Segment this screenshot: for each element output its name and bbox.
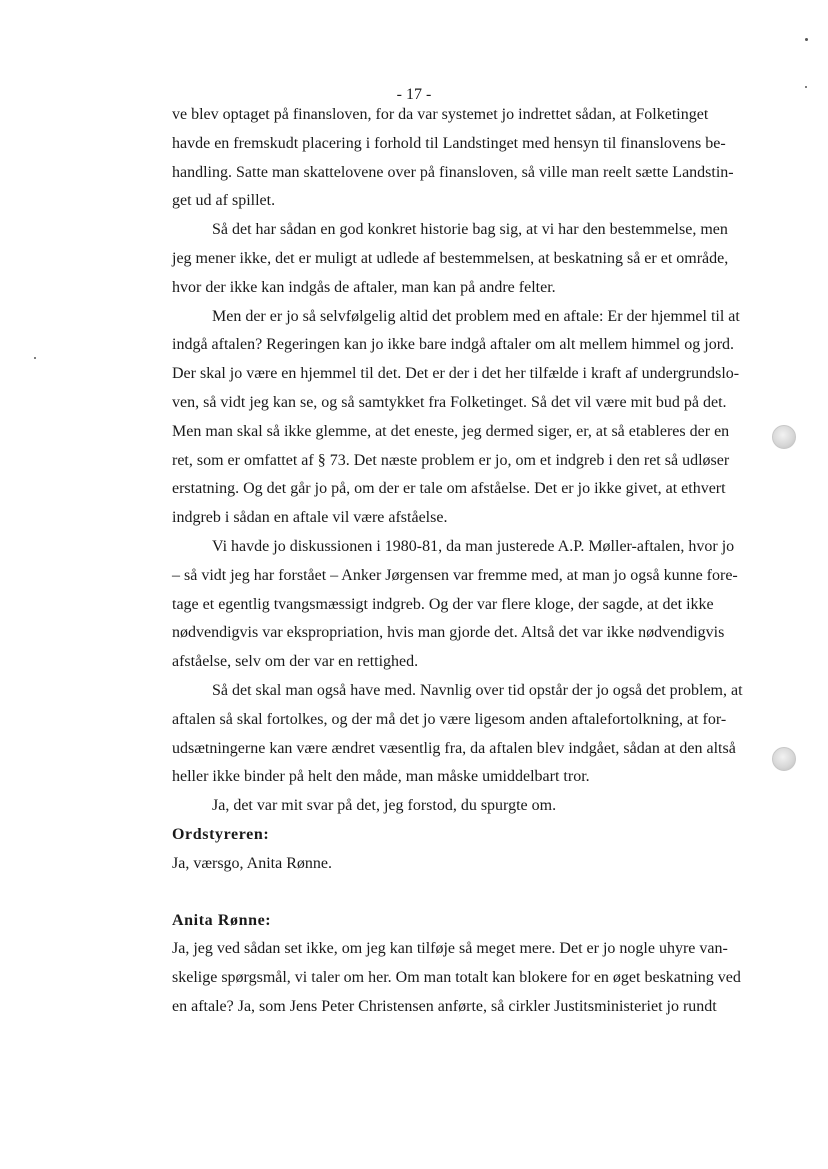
punch-hole-bottom — [772, 747, 796, 771]
text-line: ven, så vidt jeg kan se, og så samtykket fra Folketinget. Så det vil være mit bud på det. — [172, 393, 727, 411]
scan-speck — [805, 86, 807, 88]
text-line: Men man skal så ikke glemme, at det eneste, jeg dermed siger, er, at så etableres der en — [172, 422, 730, 440]
text-line: Ja, jeg ved sådan set ikke, om jeg kan tilføje så meget mere. Det er jo nogle uhyre van- — [172, 940, 728, 958]
text-line: Så det skal man også have med. Navnlig over tid opstår der jo også det problem, at — [212, 681, 743, 699]
punch-hole-top — [772, 425, 796, 449]
text-line: jeg mener ikke, det er muligt at udlede af bestemmelsen, at beskatning så er et område, — [172, 249, 729, 267]
text-line: tage et egentlig tvangsmæssigt indgreb. Og der var flere kloge, der sagde, at det ikke — [172, 595, 714, 613]
text-line: Ja, værsgo, Anita Rønne. — [172, 854, 332, 872]
text-line: ret, som er omfattet af § 73. Det næste problem er jo, om et indgreb i den ret så udløser — [172, 451, 730, 469]
speaker-heading: Anita Rønne: — [172, 911, 272, 929]
text-line: handling. Satte man skattelovene over på finansloven, så ville man reelt sætte Landstin- — [172, 163, 734, 181]
text-line: Men der er jo så selvfølgelig altid det problem med en aftale: Er der hjemmel til at — [212, 307, 740, 325]
text-line: afståelse, selv om der var en rettighed. — [172, 653, 419, 671]
text-line: indgreb i sådan en aftale vil være afståelse. — [172, 509, 448, 527]
page-number: - 17 - — [396, 86, 432, 103]
text-line: indgå aftalen? Regeringen kan jo ikke bare indgå aftaler om alt mellem himmel og jord. — [172, 336, 735, 354]
text-line: nødvendigvis var ekspropriation, hvis man gjorde det. Altså det var ikke nødvendigvis — [172, 624, 725, 642]
text-line: Ja, det var mit svar på det, jeg forstod, du spurgte om. — [212, 797, 557, 815]
text-line: aftalen så skal fortolkes, og der må det jo være ligesom anden aftalefortolkning, at for- — [172, 710, 727, 728]
scan-speck — [34, 357, 36, 359]
scan-speck — [805, 38, 808, 41]
text-line: – så vidt jeg har forstået – Anker Jørgensen var fremme med, at man jo også kunne fore- — [172, 566, 738, 584]
text-line: Der skal jo være en hjemmel til det. Det er der i det her tilfælde i kraft af undergrundslo- — [172, 365, 740, 383]
text-line: havde en fremskudt placering i forhold til Landstinget med hensyn til finanslovens be- — [172, 134, 726, 152]
text-line: skelige spørgsmål, vi taler om her. Om man totalt kan blokere for en øget beskatning ved — [172, 969, 741, 987]
speaker-heading: Ordstyreren: — [172, 825, 270, 843]
text-line: Så det har sådan en god konkret historie bag sig, at vi har den bestemmelse, men — [212, 221, 728, 239]
text-line: erstatning. Og det går jo på, om der er tale om afståelse. Det er jo ikke givet, at ethvert — [172, 480, 726, 498]
text-line: heller ikke binder på helt den måde, man måske umiddelbart tror. — [172, 768, 590, 786]
text-line: Vi havde jo diskussionen i 1980-81, da man justerede A.P. Møller-aftalen, hvor jo — [212, 537, 735, 555]
document-body — [172, 101, 778, 1022]
text-line: hvor der ikke kan indgås de aftaler, man kan på andre felter. — [172, 278, 556, 296]
text-line: get ud af spillet. — [172, 192, 276, 210]
section-gap — [172, 879, 778, 907]
text-line: ve blev optaget på finansloven, for da var systemet jo indrettet sådan, at Folketinget — [172, 106, 709, 123]
text-line: en aftale? Ja, som Jens Peter Christensen anførte, så cirkler Justitsministeriet jo rundt — [172, 997, 717, 1015]
text-line: udsætningerne kan være ændret væsentlig fra, da aftalen blev indgået, sådan at den altså — [172, 739, 736, 757]
